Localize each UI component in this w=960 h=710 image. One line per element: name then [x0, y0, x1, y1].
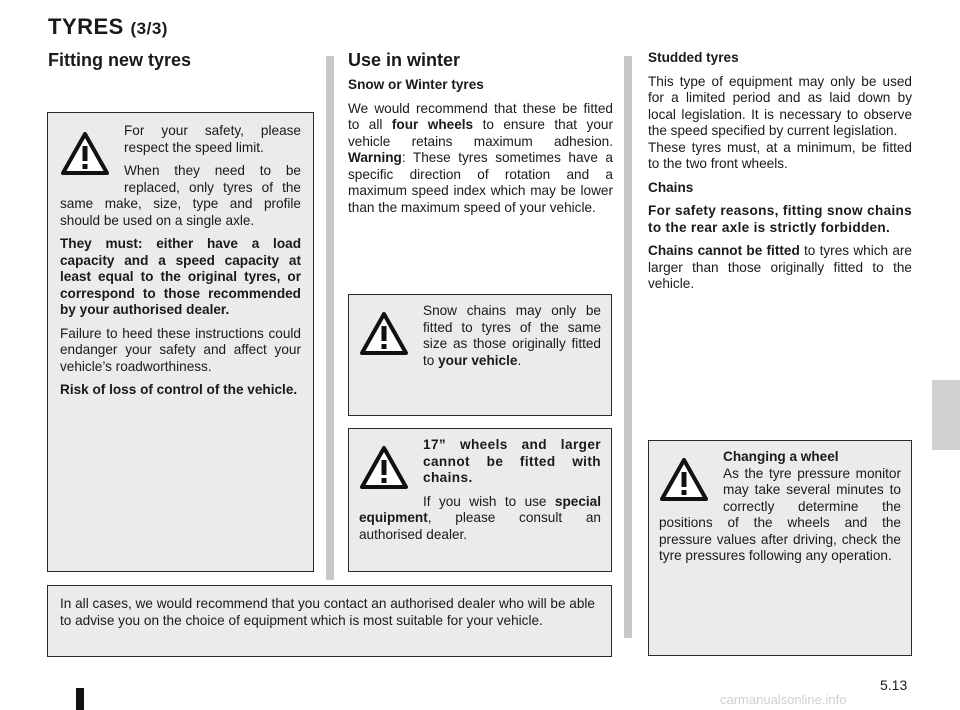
wheels-text-bold: special equipment: [359, 493, 601, 525]
chains-warning: For safety reasons, fitting snow chains to the rear axle is strictly forbidden.: [648, 203, 912, 235]
changing-wheel-box: [648, 440, 912, 656]
page-number: 5.13: [880, 677, 908, 693]
studded-p1: This type of equipment may only be used for a limited period and as laid down by local legislation. It is necessary to observe the speed specified by current legislation.: [648, 73, 912, 138]
footer-watermark: carmanualsonline.info: [720, 692, 847, 707]
column-separator-1: [326, 56, 334, 580]
winter-text-1: We would recommend that these be fitted to all: [348, 100, 613, 132]
fitting-heading: Fitting new tyres: [48, 50, 192, 70]
fitting-note-box: [47, 585, 612, 657]
column-separator-2: [624, 56, 632, 638]
studded-heading: Studded tyres: [648, 50, 739, 65]
warning-triangle-icon: [359, 445, 409, 490]
wheels-warning-text: [359, 494, 601, 544]
warning-triangle-icon: [659, 457, 709, 502]
corner-mark: [76, 688, 84, 710]
wheels-text-1: If you wish to use: [423, 493, 555, 509]
changing-wheel-heading: Changing a wheel: [723, 449, 839, 464]
winter-text-2: to ensure that your vehicle retains maximum adhesion.: [348, 117, 613, 149]
fitting-note-text: In all cases, we would recommend that you contact an authorised dealer who will be able to advise you on the choice of equipment which is most suitable for your vehicle.: [60, 596, 595, 628]
wheels-warning-bold: 17” wheels and larger cannot be fitted with chains.: [423, 437, 601, 485]
chapter-tab: [932, 380, 960, 450]
warning-triangle-icon: [60, 131, 110, 176]
winter-heading: Use in winter: [348, 50, 461, 70]
snow-chains-text-1: Snow chains may only be fitted to tyres of the same size as those originally fitted to: [423, 303, 601, 368]
chains-paragraph: [648, 243, 912, 293]
fitting-warning-p5: Risk of loss of control of the vehicle.: [60, 382, 298, 397]
fitting-warning-p2: When they need to be replaced, only tyres of the same make, size, type and profile should be used on a single axle.: [60, 163, 301, 228]
winter-text-bold-2: Warning: [348, 150, 402, 165]
title-text: TYRES: [48, 14, 124, 39]
winter-column: [348, 50, 613, 223]
wheels-text-2: , please consult an authorised dealer.: [359, 510, 601, 542]
winter-subheading: Snow or Winter tyres: [348, 77, 484, 92]
winter-text-3: : These tyres sometimes have a specific direction of rotation and a maximum speed index which may be lower than the maximum speed of your vehicle.: [348, 150, 613, 215]
fitting-warning-p1: For your safety, please respect the speed limit.: [124, 123, 301, 155]
winter-text-bold-1: four wheels: [391, 117, 474, 132]
snow-chains-text-bold: your vehicle: [438, 352, 518, 368]
chains-text-bold: Chains cannot be fitted: [648, 243, 800, 258]
fitting-warning-p3: They must: either have a load capacity and a speed capacity at least equal to the original tyres, or correspond to those recommended by your authorised dealer.: [60, 236, 301, 317]
snow-chains-text-2: .: [517, 352, 522, 368]
chains-heading: Chains: [648, 179, 694, 195]
changing-wheel-text: As the tyre pressure monitor may take several minutes to correctly determine the positions of the wheels and the pressure values after driving, check the tyre pressures following any operation.: [659, 465, 901, 563]
wheels-warning-box: [348, 428, 612, 572]
title-suffix: (3/3): [130, 19, 168, 38]
studded-p2: These tyres must, at a minimum, be fitted to the two front wheels.: [648, 139, 912, 171]
fitting-warning-p4: Failure to heed these instructions could endanger your safety and affect your vehicle’s roadworthiness.: [60, 325, 301, 374]
studded-column: [648, 50, 912, 300]
fitting-warning-box: [47, 112, 314, 572]
winter-paragraph: [348, 101, 613, 217]
chains-text: to tyres which are larger than those originally fitted to the vehicle.: [648, 243, 912, 291]
page-title: [48, 14, 168, 40]
warning-triangle-icon: [359, 311, 409, 356]
snow-chains-warning-box: [348, 294, 612, 416]
